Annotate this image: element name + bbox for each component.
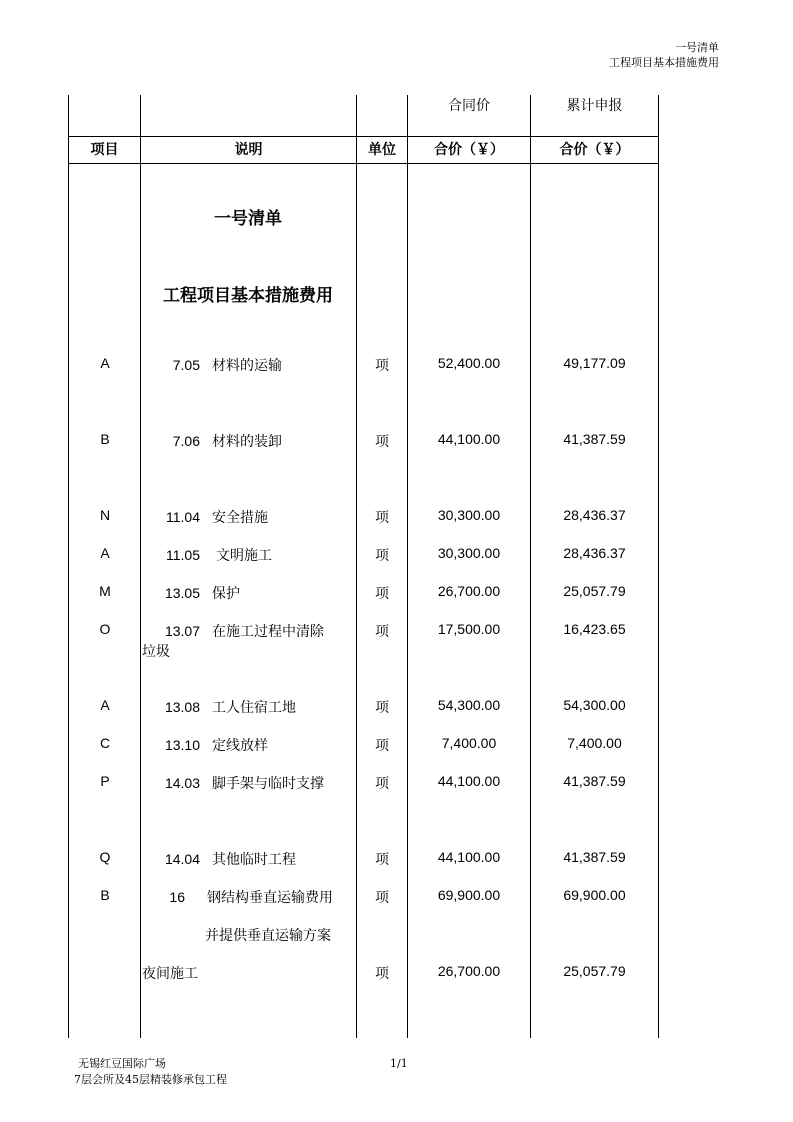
item-description <box>142 887 356 907</box>
table-row <box>0 735 793 755</box>
table-row <box>0 773 793 793</box>
cumulative-amount: 28,436.37 <box>563 545 626 561</box>
header-divider <box>68 136 659 137</box>
item-letter: N <box>99 507 111 523</box>
item-description <box>142 773 356 793</box>
table-row <box>0 849 793 869</box>
contract-amount: 44,100.00 <box>437 849 501 865</box>
table-row <box>0 583 793 603</box>
item-unit: 项 <box>375 510 389 526</box>
column-header-amount: 合价（￥） <box>434 142 504 158</box>
item-letter: A <box>100 697 110 713</box>
item-text: 材料的运输 <box>212 358 282 374</box>
contract-amount: 26,700.00 <box>437 963 501 979</box>
cumulative-amount: 41,387.59 <box>563 849 626 865</box>
table-row <box>0 355 793 375</box>
item-text: 定线放样 <box>212 738 268 754</box>
item-text: 保护 <box>212 586 240 602</box>
item-letter: M <box>99 583 111 599</box>
item-code: 13.10 <box>164 737 200 753</box>
table-row <box>0 887 793 907</box>
item-text: 工人住宿工地 <box>212 700 296 716</box>
item-code: 16 <box>169 889 185 905</box>
item-unit: 项 <box>375 624 389 640</box>
item-unit: 项 <box>375 700 389 716</box>
item-text: 其他临时工程 <box>212 852 296 868</box>
item-unit: 项 <box>375 358 389 374</box>
item-unit: 项 <box>375 776 389 792</box>
cumulative-amount: 28,436.37 <box>563 507 626 523</box>
item-description <box>142 583 356 603</box>
item-letter: A <box>100 545 110 561</box>
footer-page-number: 1/1 <box>390 1057 408 1070</box>
item-description <box>142 697 356 717</box>
item-unit: 项 <box>375 890 389 906</box>
item-code: 14.04 <box>164 851 200 867</box>
item-code: 7.06 <box>172 433 200 449</box>
item-letter: O <box>99 621 111 637</box>
item-description <box>142 355 356 375</box>
item-description-continuation: 并提供垂直运输方案 <box>205 928 331 944</box>
item-description: 夜间施工 <box>142 966 198 982</box>
table-title: 一号清单 <box>214 209 282 229</box>
cumulative-report-header: 累计申报 <box>566 98 623 114</box>
item-letter: C <box>99 735 111 751</box>
header-divider <box>68 163 659 164</box>
cumulative-amount: 41,387.59 <box>563 773 626 789</box>
cumulative-amount: 16,423.65 <box>563 621 626 637</box>
contract-amount: 30,300.00 <box>437 545 501 561</box>
cumulative-amount: 25,057.79 <box>563 583 626 599</box>
item-text: 脚手架与临时支撑 <box>212 776 324 792</box>
contract-amount: 26,700.00 <box>437 583 501 599</box>
item-unit: 项 <box>375 966 389 982</box>
item-code: 13.05 <box>164 585 200 601</box>
column-header-amount: 合价（￥） <box>559 142 630 158</box>
item-code: 14.03 <box>164 775 200 791</box>
contract-amount: 52,400.00 <box>437 355 501 371</box>
item-text: 安全措施 <box>212 510 268 526</box>
item-unit: 项 <box>375 548 389 564</box>
item-letter: B <box>100 887 110 903</box>
item-unit: 项 <box>375 586 389 602</box>
header-sheet-title: 一号清单 <box>675 41 719 54</box>
item-description-continuation: 垃圾 <box>142 644 170 660</box>
table-row <box>0 545 793 565</box>
item-unit: 项 <box>375 738 389 754</box>
item-description <box>142 507 356 527</box>
contract-amount: 54,300.00 <box>437 697 501 713</box>
item-description <box>142 431 356 451</box>
table-row <box>0 507 793 527</box>
item-letter: P <box>100 773 110 789</box>
item-code: 13.07 <box>164 623 200 639</box>
item-code: 7.05 <box>172 357 200 373</box>
contract-amount: 17,500.00 <box>437 621 501 637</box>
cumulative-amount: 7,400.00 <box>567 735 622 751</box>
item-code: 11.04 <box>166 509 200 525</box>
item-unit: 项 <box>375 434 389 450</box>
cumulative-amount: 54,300.00 <box>563 697 626 713</box>
item-description <box>142 621 356 641</box>
footer-project-name: 无锡红豆国际广场 <box>78 1057 166 1070</box>
cumulative-amount: 25,057.79 <box>563 963 626 979</box>
item-text: 钢结构垂直运输费用 <box>207 890 333 906</box>
contract-amount: 30,300.00 <box>437 507 501 523</box>
column-header-description: 说明 <box>234 142 263 158</box>
item-code: 13.08 <box>164 699 200 715</box>
cumulative-amount: 41,387.59 <box>563 431 626 447</box>
cumulative-amount: 49,177.09 <box>563 355 626 371</box>
cumulative-amount: 69,900.00 <box>563 887 626 903</box>
table-subtitle: 工程项目基本措施费用 <box>163 286 333 306</box>
contract-amount: 44,100.00 <box>437 431 501 447</box>
table-row <box>0 621 793 641</box>
table-row <box>0 431 793 451</box>
column-header-item: 项目 <box>90 142 119 158</box>
contract-amount: 69,900.00 <box>437 887 501 903</box>
contract-amount: 7,400.00 <box>441 735 497 751</box>
item-text: 文明施工 <box>216 548 272 564</box>
item-letter: B <box>100 431 110 447</box>
item-code: 11.05 <box>166 547 200 563</box>
item-description <box>142 545 356 565</box>
item-text: 材料的装卸 <box>212 434 282 450</box>
item-letter: Q <box>99 849 111 865</box>
column-header-unit: 单位 <box>368 142 396 158</box>
item-description <box>142 849 356 869</box>
item-text: 在施工过程中清除 <box>212 624 324 640</box>
footer-contract-description: 7层会所及45层精装修承包工程 <box>74 1073 227 1086</box>
table-row <box>0 963 793 983</box>
item-letter: A <box>100 355 110 371</box>
item-unit: 项 <box>375 852 389 868</box>
contract-price-header: 合同价 <box>448 98 490 114</box>
header-section-title: 工程项目基本措施费用 <box>609 56 719 69</box>
item-description <box>142 735 356 755</box>
contract-amount: 44,100.00 <box>437 773 501 789</box>
table-row <box>0 697 793 717</box>
